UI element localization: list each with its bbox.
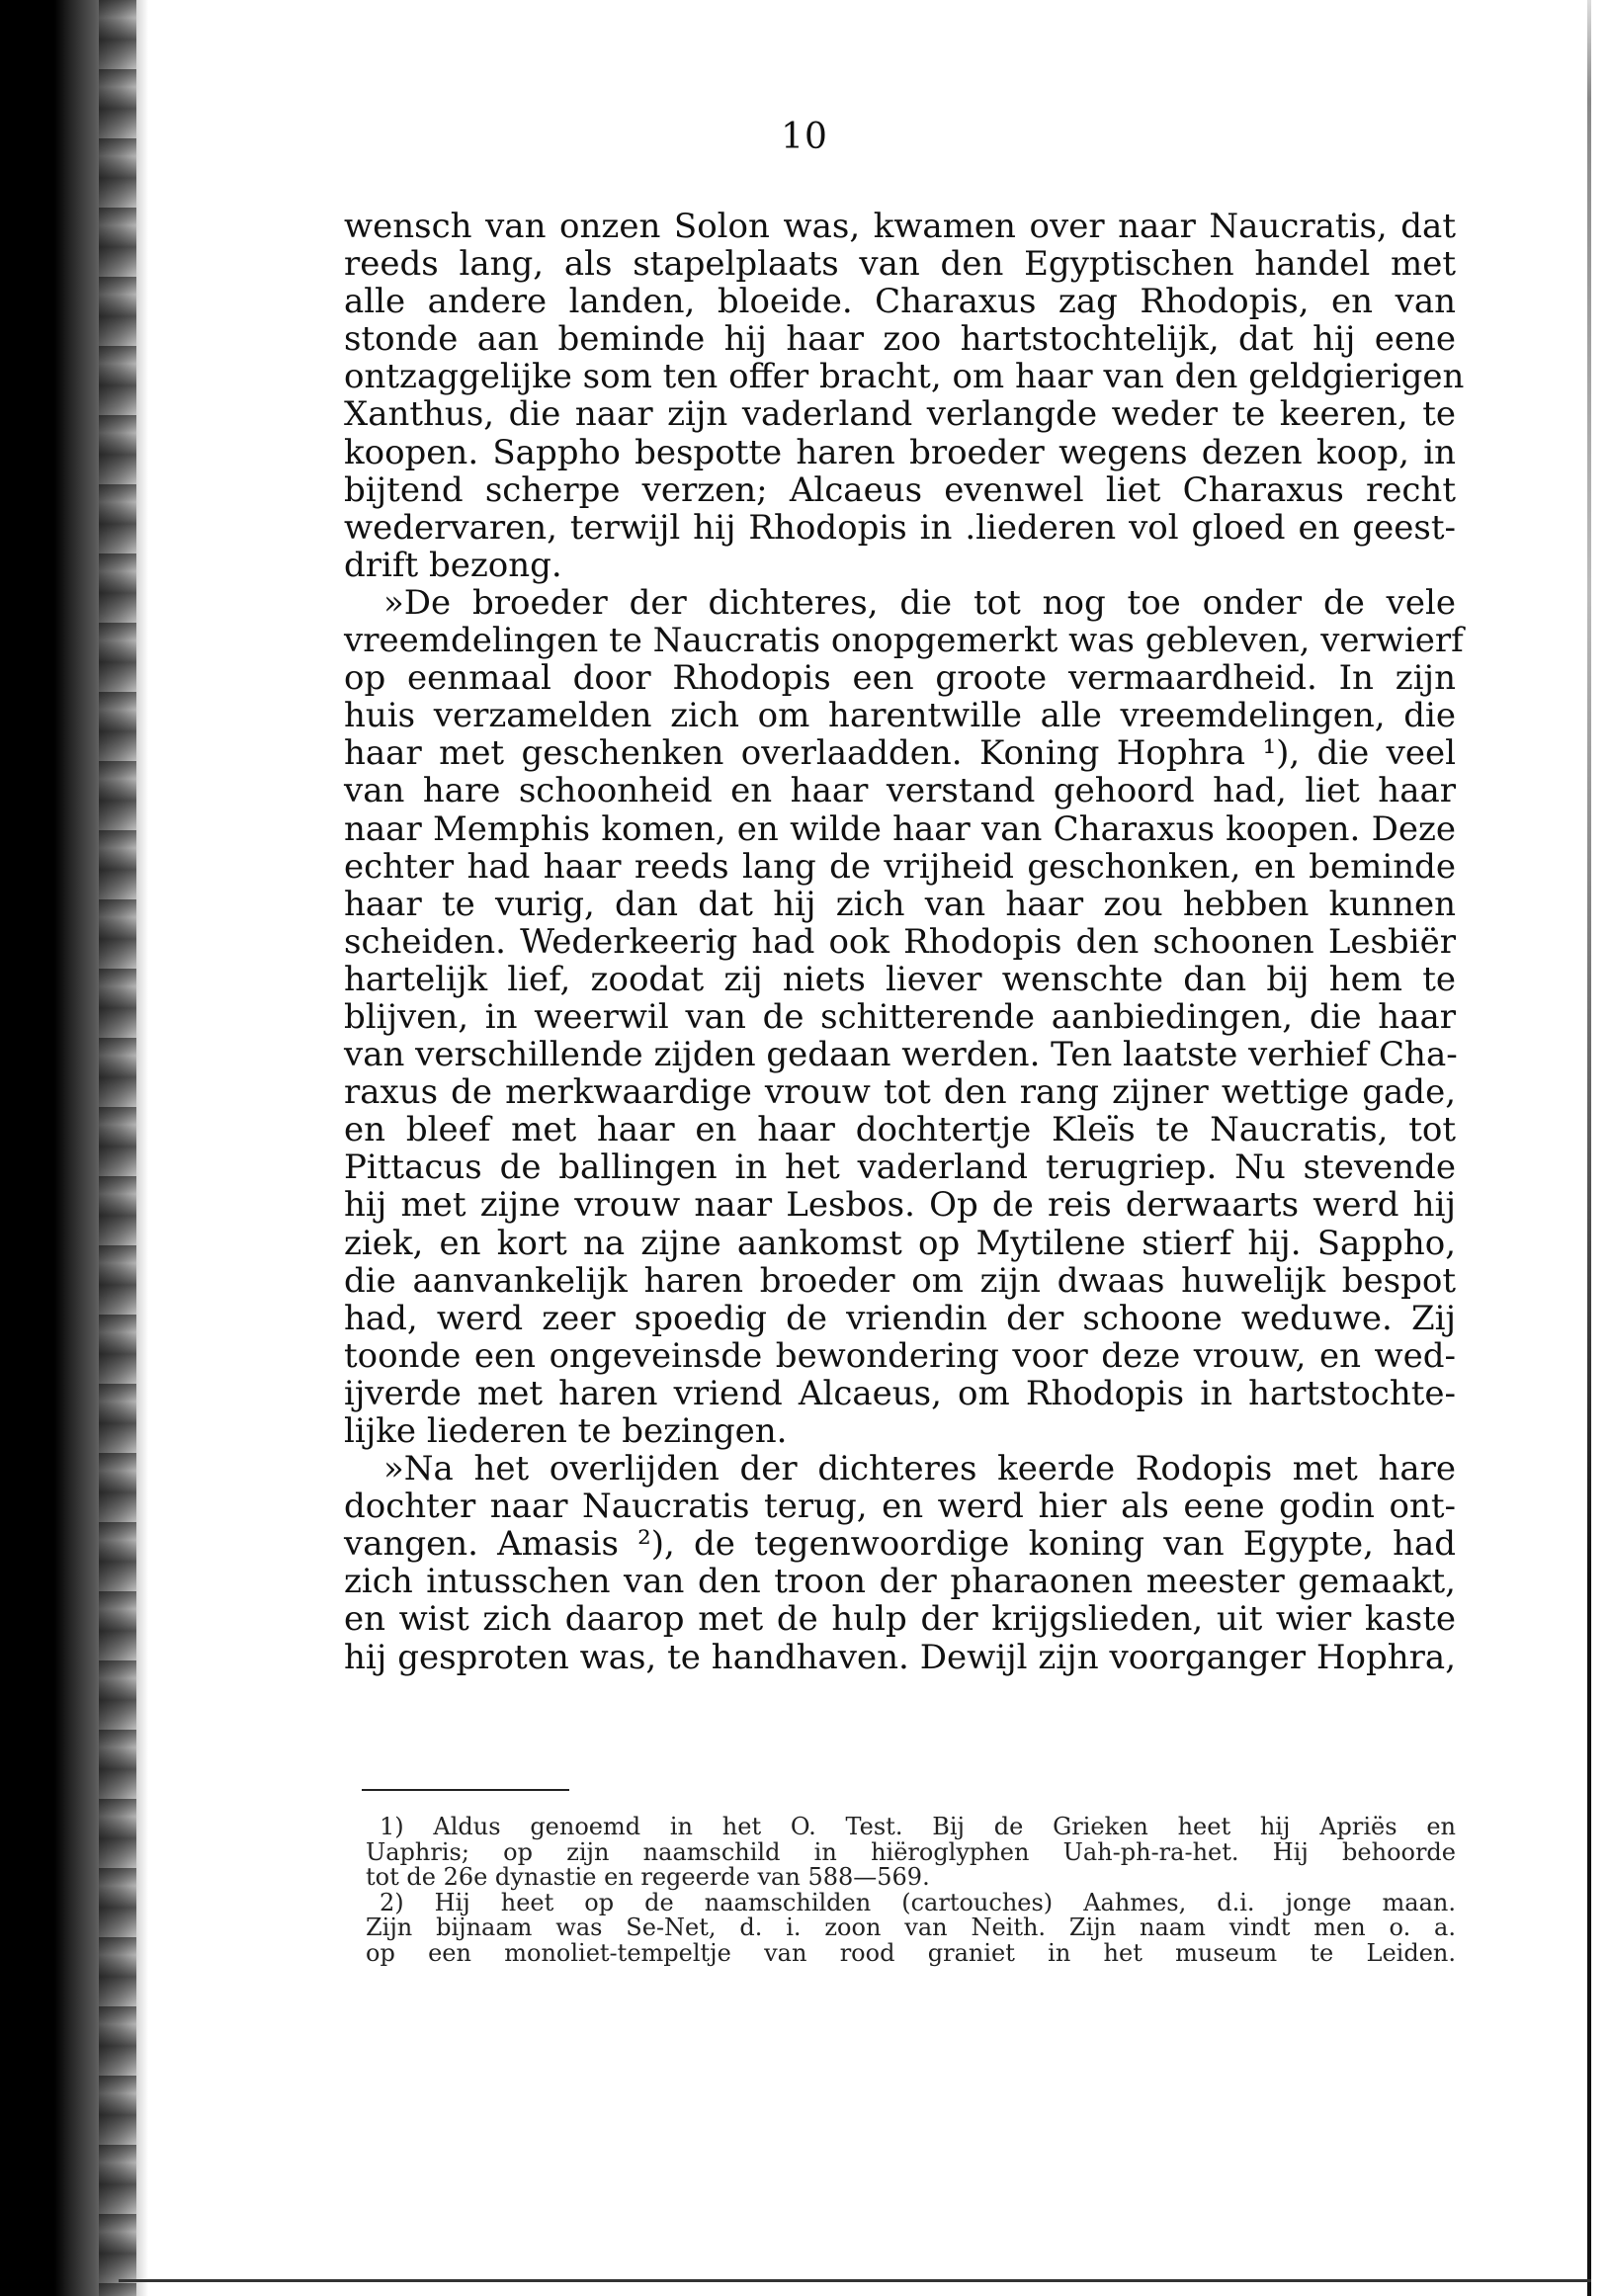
body-line: wensch van onzen Solon was, kwamen over naar Naucratis, dat: [344, 207, 1456, 246]
body-line: Xanthus, die naar zijn vaderland verlangde weder te keeren, te: [344, 394, 1456, 435]
body-line: ijverde met haren vriend Alcaeus, om Rhodopis in hartstochte-: [344, 1373, 1456, 1413]
body-line: echter had haar reeds lang de vrijheid geschonken, en beminde: [344, 846, 1456, 887]
body-line: van verschillende zijden gedaan werden. Ten laatste verhief Cha-: [344, 1035, 1458, 1075]
body-line: en wist zich daarop met de hulp der krijgslieden, uit wier kaste: [344, 1599, 1456, 1640]
book-binding-shadow: [0, 0, 148, 2296]
body-line: en bleef met haar en haar dochtertje Kleïs te Naucratis, tot: [344, 1110, 1456, 1150]
footnote-divider: [362, 1789, 569, 1791]
body-line: hij met zijne vrouw naar Lesbos. Op de reis derwaarts werd hij: [344, 1185, 1456, 1226]
body-line: alle andere landen, bloeide. Charaxus zag Rhodopis, en van: [344, 282, 1456, 322]
page-number: 10: [781, 117, 828, 157]
body-line: huis verzamelden zich om harentwille alle vreemdelingen, die: [344, 696, 1456, 736]
body-line: »Na het overlijden der dichteres keerde Rodopis met hare: [383, 1449, 1456, 1489]
body-line: van hare schoonheid en haar verstand gehoord had, liet haar: [344, 771, 1456, 811]
footnote-line: 1) Aldus genoemd in het O. Test. Bij de Grieken heet hij Apriës en: [380, 1813, 1456, 1840]
body-line: Pittacus de ballingen in het vaderland terugriep. Nu stevende: [344, 1148, 1456, 1188]
body-text: [344, 207, 1465, 1677]
body-line: koopen. Sappho bespotte haren broeder wegens dezen koop, in: [344, 432, 1456, 472]
body-line: raxus de merkwaardige vrouw tot den rang zijner wettige gade,: [344, 1072, 1456, 1113]
page-edge-bottom: [119, 2279, 1591, 2282]
body-line: bijtend scherpe verzen; Alcaeus evenwel liet Charaxus recht: [344, 469, 1456, 510]
footnote-line: 2) Hij heet op de naamschilden (cartouches) Aahmes, d.i. jonge maan.: [380, 1888, 1456, 1916]
footnote-line: tot de 26e dynastie en regeerde van 588—569.: [366, 1863, 930, 1892]
body-line: hij gesproten was, te handhaven. Dewijl zijn voorganger Hophra,: [344, 1637, 1456, 1677]
body-line: drift bezong.: [344, 545, 562, 585]
body-line: zich intusschen van den troon der pharaonen meester gemaakt,: [344, 1562, 1456, 1602]
body-line: ziek, en kort na zijne aankomst op Mytilene stierf hij. Sappho,: [344, 1223, 1456, 1263]
page-edge-right: [1587, 0, 1591, 2296]
body-line: haar met geschenken overlaadden. Koning Hophra ¹), die veel: [344, 733, 1456, 774]
body-line: lijke liederen te bezingen.: [344, 1411, 788, 1451]
body-line: stonde aan beminde hij haar zoo hartstochtelijk, dat hij eene: [344, 319, 1456, 360]
body-line: blijven, in weerwil van de schitterende aanbiedingen, die haar: [344, 996, 1456, 1037]
body-line: haar te vurig, dan dat hij zich van haar zou hebben kunnen: [344, 884, 1456, 924]
body-line: vangen. Amasis ²), de tegenwoordige koning van Egypte, had: [344, 1524, 1456, 1565]
body-line: dochter naar Naucratis terug, en werd hier als eene godin ont-: [344, 1487, 1456, 1527]
body-line: vreemdelingen te Naucratis onopgemerkt was gebleven, verwierf: [344, 621, 1464, 661]
body-line: op eenmaal door Rhodopis een groote vermaardheid. In zijn: [344, 658, 1456, 699]
body-line: reeds lang, als stapelplaats van den Egyptischen handel met: [344, 244, 1456, 285]
footnote-line: Uaphris; op zijn naamschild in hiëroglyphen Uah-ph-ra-het. Hij behoorde: [366, 1837, 1456, 1866]
body-line: hartelijk lief, zoodat zij niets liever wenschte dan bij hem te: [344, 959, 1456, 999]
body-line: »De broeder der dichteres, die tot nog toe onder de vele: [383, 582, 1456, 623]
body-line: die aanvankelijk haren broeder om zijn dwaas huwelijk bespot: [344, 1260, 1456, 1301]
footnote-line: op een monoliet-tempeltje van rood graniet in het museum te Leiden.: [366, 1938, 1456, 1967]
body-line: ontzaggelijke som ten offer bracht, om haar van den geldgierigen: [344, 357, 1465, 397]
body-line: scheiden. Wederkeerig had ook Rhodopis den schoonen Lesbiër: [344, 921, 1456, 962]
body-line: had, werd zeer spoedig de vriendin der schoone weduwe. Zij: [344, 1298, 1456, 1338]
footnotes: [366, 1815, 1456, 1967]
body-line: toonde een ongeveinsde bewondering voor deze vrouw, en wed-: [344, 1335, 1456, 1376]
body-line: wedervaren, terwijl hij Rhodopis in .liederen vol gloed en geest-: [344, 507, 1456, 548]
body-line: naar Memphis komen, en wilde haar van Charaxus koopen. Deze: [344, 808, 1456, 849]
footnote-line: Zijn bijnaam was Se-Net, d. i. zoon van Neith. Zijn naam vindt men o. a.: [366, 1913, 1456, 1942]
